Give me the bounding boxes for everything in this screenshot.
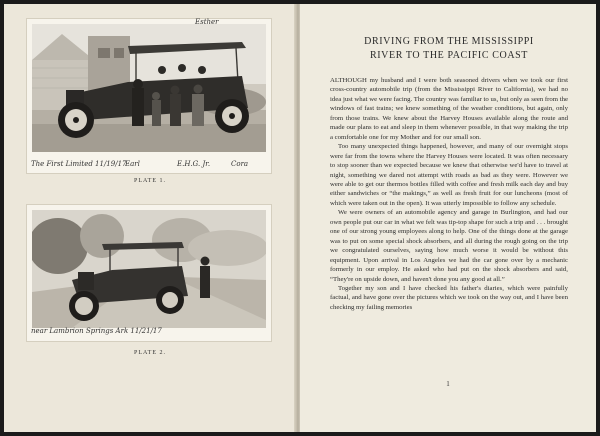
left-page: [4, 4, 296, 432]
chapter-title: [318, 35, 580, 63]
photo-caption-handwriting: The First Limited 11/19/17: [31, 160, 127, 168]
photo-caption-handwriting: E.H.G. Jr.: [177, 160, 211, 168]
chapter-title-line: DRIVING FROM THE MISSISSIPPI: [364, 36, 534, 47]
right-page: [300, 4, 596, 432]
body-paragraph: Together my son and I have checked his father's diaries, which were painfully factual, and have gone over the pictures which we took on the way out, and I have been checking my failing memories: [330, 284, 568, 311]
body-paragraph: We were owners of an automobile agency and garage in Burlington, and had our own people put our car in what we felt was tip-top shape for such a trip and . . . brought one of our strong young employees along to help. One of the things done at the garage was to put on some special shock absorbers, and all during the rough going on the trip we congratulated ourselves, saying how much worse it would be without this equipment. Upon arrival in Los Angeles we had the car gone over by a mechanic formerly in our employ. He asked who had put on the shock absorbers and said, “They're on upside down, and haven't done you any good at all.”: [330, 209, 568, 283]
touring-car-photo-image: [32, 24, 266, 152]
plate-1-photo: [26, 18, 272, 174]
page-number: 1: [446, 380, 450, 388]
body-paragraph: ALTHOUGH my husband and I were both seasoned drivers when we took our first cross-country automobile trip (from the Mississippi River to California), we had no idea just what we were facing. The country was familiar to us, but only as seen from the windows of fast trains; we knew something of the weather conditions, but again, only from those trains. We knew about the Harvey Houses available along the route and made our plans to eat and sleep in them whenever possible, in that way making the trip a comfortable one for my Mother and for our small son.: [330, 77, 568, 141]
plate-1-label: PLATE 1.: [134, 178, 166, 184]
photo-caption-handwriting: Earl: [125, 160, 140, 168]
roadside-car-photo-image: [32, 210, 266, 328]
photo-handwriting-top: Esther: [195, 18, 219, 26]
body-paragraph: Too many unexpected things happened, however, and many of our overnight stops were far from the towns where the Harvey Houses were located. It was often necessary to stop sooner than we expected because we knew that otherwise we'd have to travel at night, something we dared not attempt with roads as bad as they were. However we were able to get our thermos bottles filled with coffee and fresh milk each day and buy either sandwiches or “the makings,” as well as fresh fruit for our luncheons (most of which were taken out in the open). It was utterly impossible to follow any schedule.: [330, 143, 568, 207]
photo-caption-handwriting: Cora: [231, 160, 249, 168]
photo-caption-handwriting: near Lambrion Springs Ark 11/21/17: [31, 327, 162, 335]
plate-2-label: PLATE 2.: [134, 350, 166, 356]
plate-2-photo: [26, 204, 272, 342]
chapter-body: [330, 76, 568, 312]
chapter-title-line: RIVER TO THE PACIFIC COAST: [369, 50, 529, 61]
